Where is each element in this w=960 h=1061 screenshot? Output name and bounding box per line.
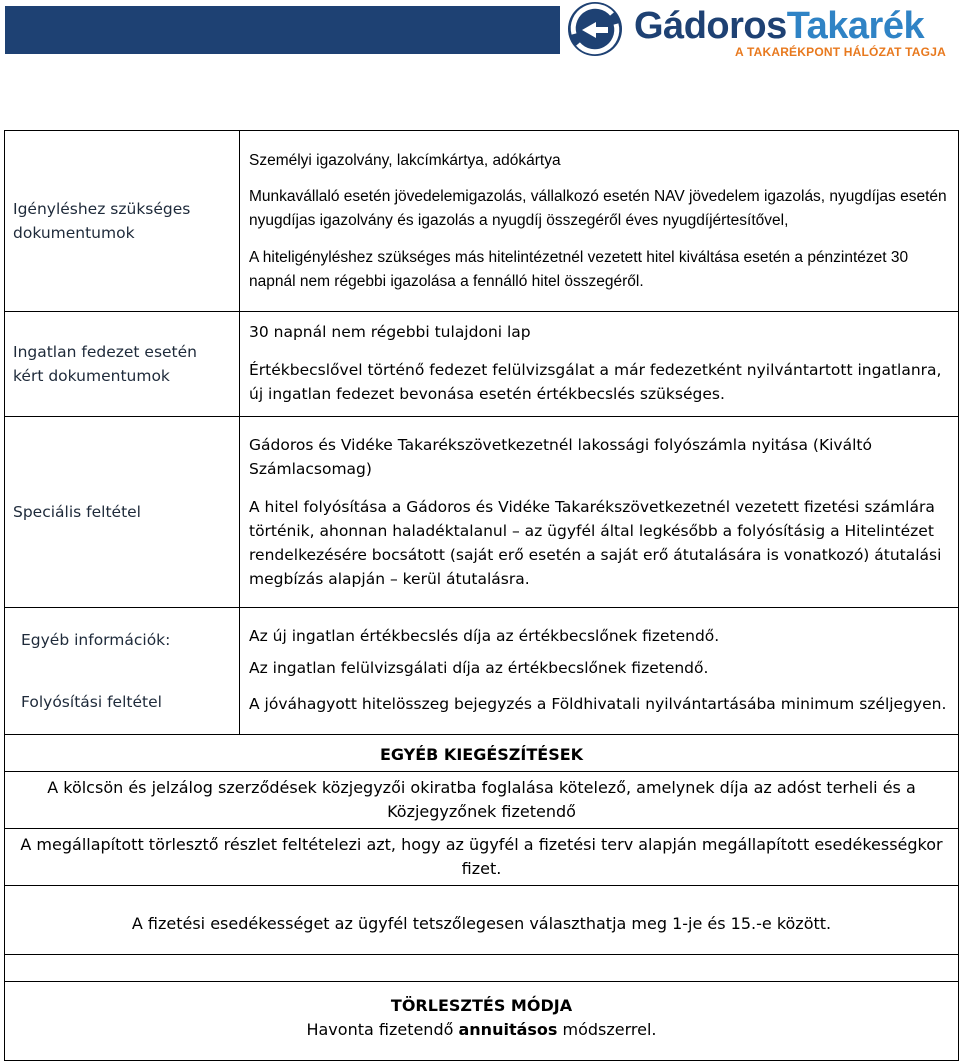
brand-logo-wordmark: [634, 4, 924, 48]
extra-paragraph-due-date: A fizetési esedékességet az ügyfél tetszőlegesen választhatja meg 1-je és 15.-e között.: [131, 914, 832, 933]
other-item-valuation-fee: Az új ingatlan értékbecslés díja az értékbecslőnek fizetendő.: [249, 627, 720, 645]
row-label-property: Ingatlan fedezet esetén kért dokumentumok: [5, 312, 240, 417]
row-label-other-group: [5, 608, 240, 735]
logo-word-2: Takarék: [786, 5, 925, 47]
disbursement-item-registry: A jóváhagyott hitelösszeg bejegyzés a Földhivatali nyilvántartásába minimum széljegyen.: [249, 695, 947, 713]
repayment-text-bold: annuitásos: [458, 1020, 558, 1039]
row-content-special: [240, 417, 959, 608]
extra-paragraph-notary: A kölcsön és jelzálog szerződések közjegyzői okiratba foglalása kötelező, amelynek díja az adóst terheli és a Közjegyzőnek fizetendő: [5, 772, 958, 829]
repayment-text-after: módszerrel.: [557, 1020, 657, 1039]
row-label-special: Speciális feltétel: [5, 417, 240, 608]
repayment-text: [5, 1018, 958, 1042]
special-item-account: Gádoros és Vidéke Takarékszövetkezetnél lakossági folyószámla nyitása (Kiváltó Számlacsomag): [249, 436, 872, 478]
row-other-disbursement: [5, 608, 959, 735]
doc-item-income-proof: Munkavállaló esetén jövedelemigazolás, vállalkozó esetén NAV jövedelem igazolás, nyugdíjas esetén nyugdíjas igazolvány és igazolás a nyugdíj összegéről éves nyugdíjértesítővel,: [249, 187, 947, 229]
section-spacer: [4, 954, 959, 981]
brand-logo-icon: [562, 0, 628, 58]
property-item-valuation: Értékbecslővel történő fedezet felülvizsgálat a már fedezetként nyilvántartott ingatlanra, új ingatlan fedezet bevonása esetén értékbecslés szükséges.: [249, 361, 942, 403]
row-label-other: Egyéb információk:: [21, 631, 171, 649]
row-documents: [5, 131, 959, 312]
doc-item-id-cards: Személyi igazolvány, lakcímkártya, adókártya: [249, 151, 561, 169]
conditions-document: [4, 130, 959, 1061]
row-content-other: [240, 608, 959, 735]
logo-word-1: Gádoros: [634, 5, 787, 47]
row-content-documents: [240, 131, 959, 312]
row-content-property: [240, 312, 959, 417]
row-label-disbursement: Folyósítási feltétel: [21, 693, 162, 711]
repayment-section: [4, 981, 959, 1061]
other-item-review-fee: Az ingatlan felülvizsgálati díja az értékbecslőnek fizetendő.: [249, 659, 709, 677]
repayment-title: TÖRLESZTÉS MÓDJA: [390, 996, 573, 1015]
logo-tagline: A TAKARÉKPONT HÁLÓZAT TAGJA: [735, 45, 946, 59]
conditions-table: [4, 130, 959, 735]
extra-section-title: EGYÉB KIEGÉSZÍTÉSEK: [5, 735, 958, 772]
row-property: [5, 312, 959, 417]
property-item-land-registry: 30 napnál nem régebbi tulajdoni lap: [249, 323, 531, 341]
row-special: [5, 417, 959, 608]
extra-paragraph-installment: A megállapított törlesztő részlet feltételezi azt, hogy az ügyfél a fizetési terv alapján megállapított esedékességkor fizet.: [5, 829, 958, 886]
doc-item-refinance-proof: A hiteligényléshez szükséges más hitelintézetnél vezetett hitel kiváltása esetén a pénzintézet 30 napnál nem régebbi igazolása a fennálló hitel összegéről.: [249, 248, 909, 290]
special-item-disbursement: A hitel folyósítása a Gádoros és Vidéke Takarékszövetkezetnél vezetett fizetési számlára történik, ahonnan haladéktalanul – az ügyfél által legkésőbb a folyósításig a Hitelintézet rendelkezésére bocsátott (saját erő esetén a saját erő átutalására is vonatkozó) átutalási megbízás alapján – kerül átutalásra.: [249, 498, 942, 588]
extra-section: [4, 735, 959, 954]
repayment-text-before: Havonta fizetendő: [306, 1020, 459, 1039]
row-label-documents: Igényléshez szükséges dokumentumok: [5, 131, 240, 312]
